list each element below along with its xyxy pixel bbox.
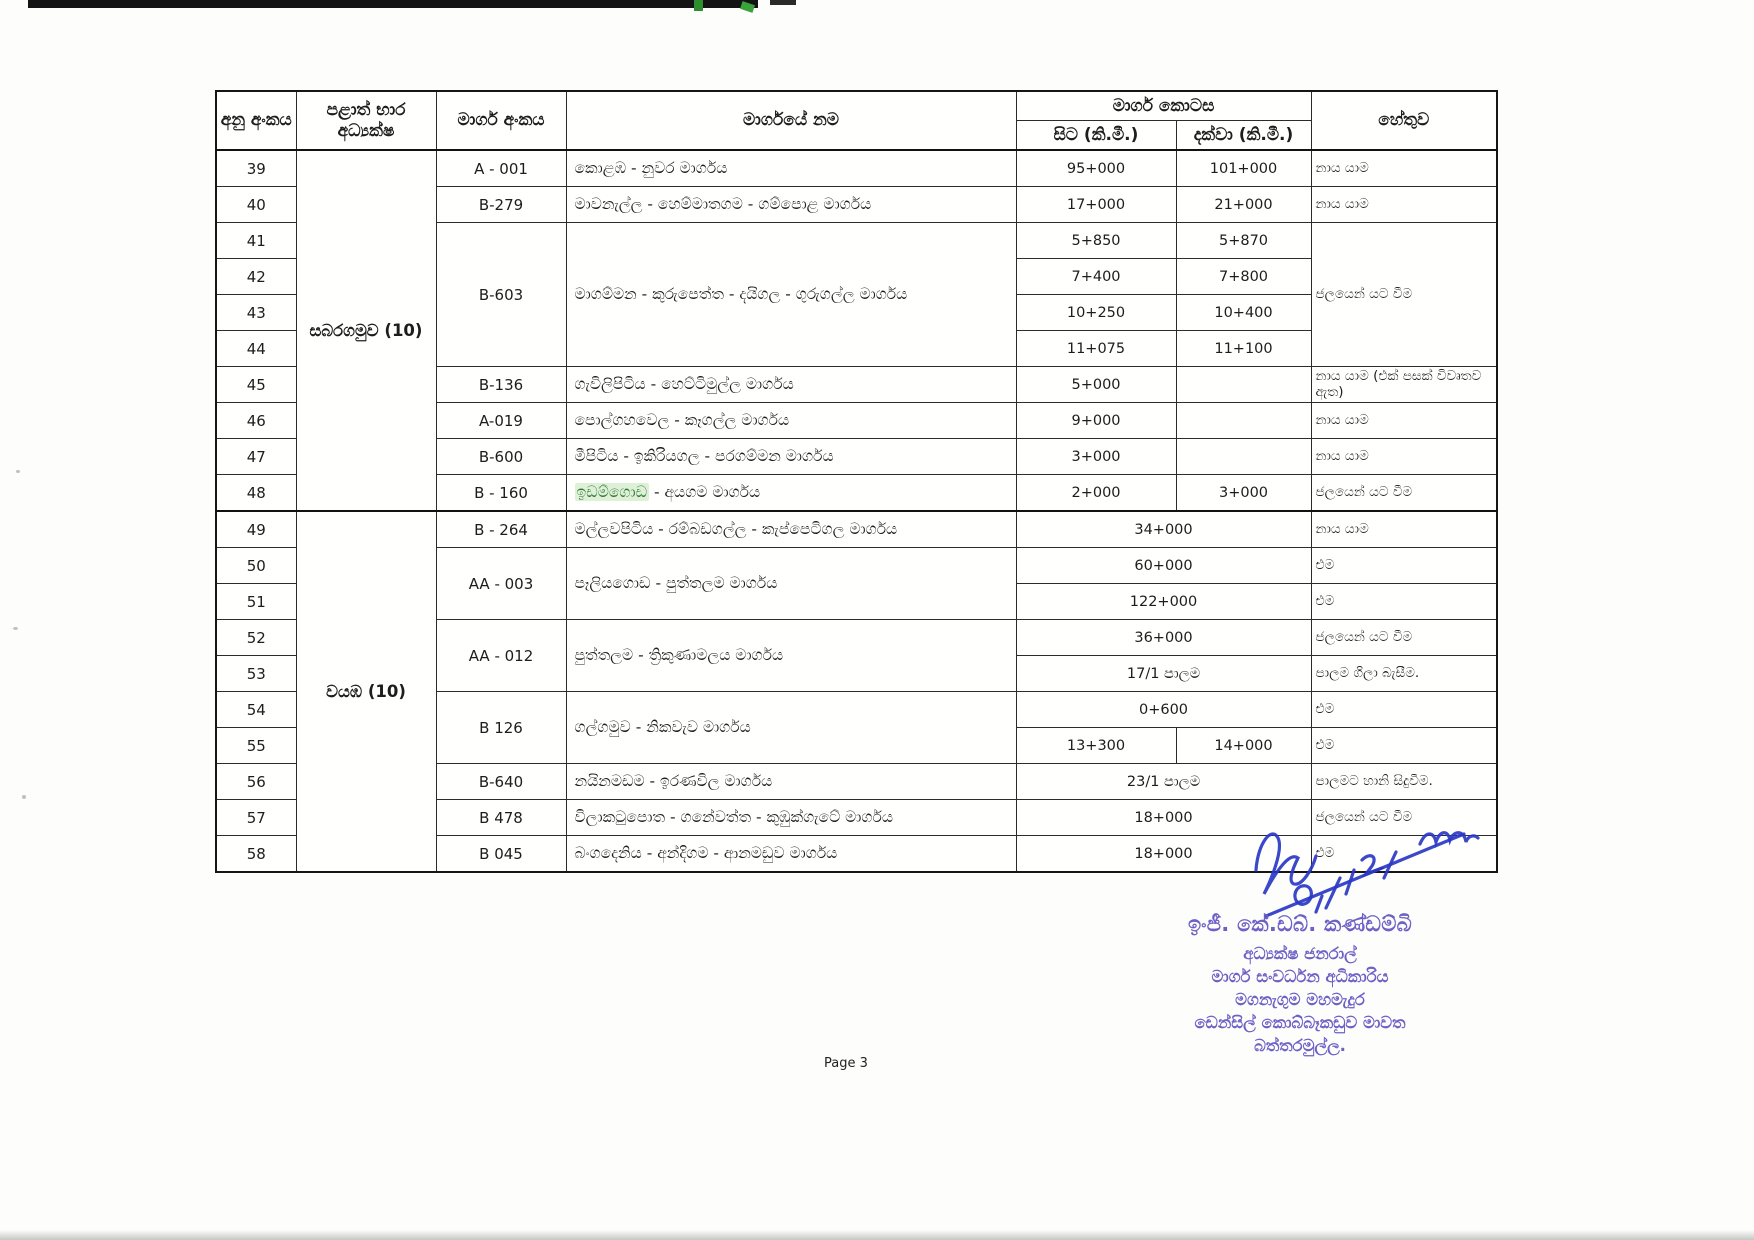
reason-cell: එම xyxy=(1311,836,1497,873)
km-merged-cell: 34+000 xyxy=(1016,511,1311,548)
highlighted-place-name: ඉඩම්ගොඩ xyxy=(576,483,648,502)
stamp-title: අධ්‍යක්ෂ ජනරාල් xyxy=(1243,944,1357,963)
serial-cell: 46 xyxy=(216,403,296,439)
km-from-cell: 9+000 xyxy=(1016,403,1176,439)
serial-cell: 49 xyxy=(216,511,296,548)
road-name-cell: පොල්ගහවෙල - කෑගල්ල මාර්ගය xyxy=(566,403,1016,439)
reason-cell: ජලයෙන් යට වීම xyxy=(1311,223,1497,367)
km-from-cell: 10+250 xyxy=(1016,295,1176,331)
km-merged-cell: 36+000 xyxy=(1016,620,1311,656)
serial-cell: 43 xyxy=(216,295,296,331)
reason-cell: ජලයෙන් යට වීම xyxy=(1311,620,1497,656)
serial-cell: 44 xyxy=(216,331,296,367)
road-name-cell: මල්ලවපිටිය - රම්බඩගල්ල - කැප්පෙටිගල මාර්ගය xyxy=(566,511,1016,548)
road-name-cell: පුත්තලම - ත්‍රිකුණාමලය මාර්ගය xyxy=(566,620,1016,692)
road-name-cell: මීපිටිය - ඉකිරියගල - පරගම්මන මාර්ගය xyxy=(566,439,1016,475)
road-no-cell: B 478 xyxy=(436,800,566,836)
serial-cell: 57 xyxy=(216,800,296,836)
serial-cell: 41 xyxy=(216,223,296,259)
green-tick-mark xyxy=(694,0,703,11)
scan-artifact-bottom-shade xyxy=(0,1230,1754,1240)
stamp-street: ඩෙන්සිල් කොබ්බෑකඩුව මාවත xyxy=(1194,1013,1406,1032)
serial-cell: 45 xyxy=(216,367,296,403)
header-row-1 xyxy=(216,91,1497,121)
road-no-cell: B-136 xyxy=(436,367,566,403)
km-to-cell: 3+000 xyxy=(1176,475,1311,512)
km-to-cell: 14+000 xyxy=(1176,728,1311,764)
km-to-cell: 101+000 xyxy=(1176,150,1311,187)
road-no-cell: B - 160 xyxy=(436,475,566,512)
km-merged-cell: 17/1 පාලම xyxy=(1016,656,1311,692)
km-from-cell: 13+300 xyxy=(1016,728,1176,764)
serial-cell: 47 xyxy=(216,439,296,475)
serial-cell: 42 xyxy=(216,259,296,295)
road-name-cell: ගල්ගමුව - නිකවැව මාර්ගය xyxy=(566,692,1016,764)
road-no-cell: B 045 xyxy=(436,836,566,873)
scan-speck xyxy=(16,470,20,473)
reason-cell: එම xyxy=(1311,692,1497,728)
km-from-cell: 5+850 xyxy=(1016,223,1176,259)
road-name-cell: නයිනමඩම - ඉරණවිල මාර්ගය xyxy=(566,764,1016,800)
km-from-cell: 11+075 xyxy=(1016,331,1176,367)
roads-table xyxy=(215,90,1498,873)
serial-cell: 58 xyxy=(216,836,296,873)
reason-cell: නාය යාම xyxy=(1311,150,1497,187)
reason-cell: නාය යාම xyxy=(1311,511,1497,548)
col-header-from-km: සිට (කි.මී.) xyxy=(1016,121,1176,151)
scan-artifact-top-bar-2 xyxy=(770,0,796,5)
road-name-cell: පෑලියගොඩ - පුත්තලම මාර්ගය xyxy=(566,548,1016,620)
km-to-cell: 11+100 xyxy=(1176,331,1311,367)
serial-cell: 39 xyxy=(216,150,296,187)
road-no-cell: B-279 xyxy=(436,187,566,223)
km-merged-cell: 60+000 xyxy=(1016,548,1311,584)
reason-cell: එම xyxy=(1311,584,1497,620)
reason-cell: එම xyxy=(1311,728,1497,764)
road-name-cell: මාවනැල්ල - හෙම්මාතගම - ගම්පොළ මාර්ගය xyxy=(566,187,1016,223)
km-from-cell: 5+000 xyxy=(1016,367,1176,403)
serial-cell: 55 xyxy=(216,728,296,764)
reason-cell: ජලයෙන් යට වීම xyxy=(1311,475,1497,512)
page-number: Page 3 xyxy=(824,1056,868,1071)
km-merged-cell: 18+000 xyxy=(1016,800,1311,836)
km-to-cell xyxy=(1176,367,1311,403)
table-row xyxy=(216,511,1497,548)
stamp-organization: මාර්ග සංවර්ධන අධිකාරිය xyxy=(1211,967,1389,986)
reason-cell: නාය යාම xyxy=(1311,439,1497,475)
road-name-cell: මාගම්මන - කුරුපෙත්ත - දයිගල - ගුරුගල්ල මාර්ගය xyxy=(566,223,1016,367)
road-name-cell: විලාකටුපොත - ගනේවත්ත - කුඹුක්ගැටේ මාර්ගය xyxy=(566,800,1016,836)
km-to-cell: 10+400 xyxy=(1176,295,1311,331)
km-from-cell: 7+400 xyxy=(1016,259,1176,295)
road-no-cell: B - 264 xyxy=(436,511,566,548)
road-name-cell xyxy=(566,475,1016,512)
serial-cell: 51 xyxy=(216,584,296,620)
serial-cell: 50 xyxy=(216,548,296,584)
road-name-cell: බංගදෙනිය - අන්දිගම - ආනමඩුව මාර්ගය xyxy=(566,836,1016,873)
stamp-city: බත්තරමුල්ල. xyxy=(1254,1036,1346,1055)
col-header-road-no: මාර්ග අංකය xyxy=(436,91,566,150)
km-merged-cell: 18+000 xyxy=(1016,836,1311,873)
road-no-cell: B-640 xyxy=(436,764,566,800)
col-header-to-km: දක්වා (කි.මී.) xyxy=(1176,121,1311,151)
col-header-road-name: මාර්ගයේ නම xyxy=(566,91,1016,150)
km-merged-cell: 122+000 xyxy=(1016,584,1311,620)
reason-cell: නාය යාම xyxy=(1311,187,1497,223)
col-header-section-group: මාර්ග කොටස xyxy=(1016,91,1311,121)
road-no-cell: B-600 xyxy=(436,439,566,475)
serial-cell: 54 xyxy=(216,692,296,728)
road-no-cell: B 126 xyxy=(436,692,566,764)
km-to-cell xyxy=(1176,439,1311,475)
road-no-cell: A - 001 xyxy=(436,150,566,187)
stamp-name: ඉංජී. කේ.ඩබ්. කණ්ඩම්බි xyxy=(1188,912,1412,936)
reason-cell: පාලමට හානි සිදුවීම. xyxy=(1311,764,1497,800)
reason-cell: ජලයෙන් යට වීම xyxy=(1311,800,1497,836)
km-from-cell: 3+000 xyxy=(1016,439,1176,475)
serial-cell: 48 xyxy=(216,475,296,512)
road-no-cell: A-019 xyxy=(436,403,566,439)
road-name-cell: ගැවිලිපිටිය - හෙට්ටිමුල්ල මාර්ගය xyxy=(566,367,1016,403)
km-from-cell: 2+000 xyxy=(1016,475,1176,512)
serial-cell: 40 xyxy=(216,187,296,223)
col-header-director: පළාත් භාර අධ්‍යක්ෂ xyxy=(296,91,436,150)
km-to-cell: 7+800 xyxy=(1176,259,1311,295)
km-merged-cell: 23/1 පාලම xyxy=(1016,764,1311,800)
director-cell: සබරගමුව (10) xyxy=(296,150,436,511)
table-row xyxy=(216,150,1497,187)
reason-cell: නාය යාම xyxy=(1311,403,1497,439)
serial-cell: 53 xyxy=(216,656,296,692)
road-no-cell: B-603 xyxy=(436,223,566,367)
km-to-cell xyxy=(1176,403,1311,439)
reason-cell: නාය යාම (එක් පසක් විවෘතව ඇත) xyxy=(1311,367,1497,403)
road-name-rest: - අයගම මාර්ගය xyxy=(649,483,761,502)
reason-cell: එම xyxy=(1311,548,1497,584)
road-name-cell: කොළඹ - නුවර මාර්ගය xyxy=(566,150,1016,187)
serial-cell: 52 xyxy=(216,620,296,656)
km-merged-cell: 0+600 xyxy=(1016,692,1311,728)
col-header-reason: හේතුව xyxy=(1311,91,1497,150)
km-from-cell: 17+000 xyxy=(1016,187,1176,223)
scan-speck xyxy=(22,795,26,799)
serial-cell: 56 xyxy=(216,764,296,800)
col-header-serial: අනු අංකය xyxy=(216,91,296,150)
scan-speck xyxy=(13,627,18,630)
road-no-cell: AA - 012 xyxy=(436,620,566,692)
director-cell: වයඹ (10) xyxy=(296,511,436,872)
signature-stamp xyxy=(1100,912,1500,1057)
reason-cell: පාලම ගිලා බැසීම. xyxy=(1311,656,1497,692)
km-to-cell: 5+870 xyxy=(1176,223,1311,259)
km-from-cell: 95+000 xyxy=(1016,150,1176,187)
stamp-building: මගනැගුම මහමැදුර xyxy=(1235,990,1365,1009)
km-to-cell: 21+000 xyxy=(1176,187,1311,223)
scan-artifact-top-bar xyxy=(28,0,758,8)
road-no-cell: AA - 003 xyxy=(436,548,566,620)
